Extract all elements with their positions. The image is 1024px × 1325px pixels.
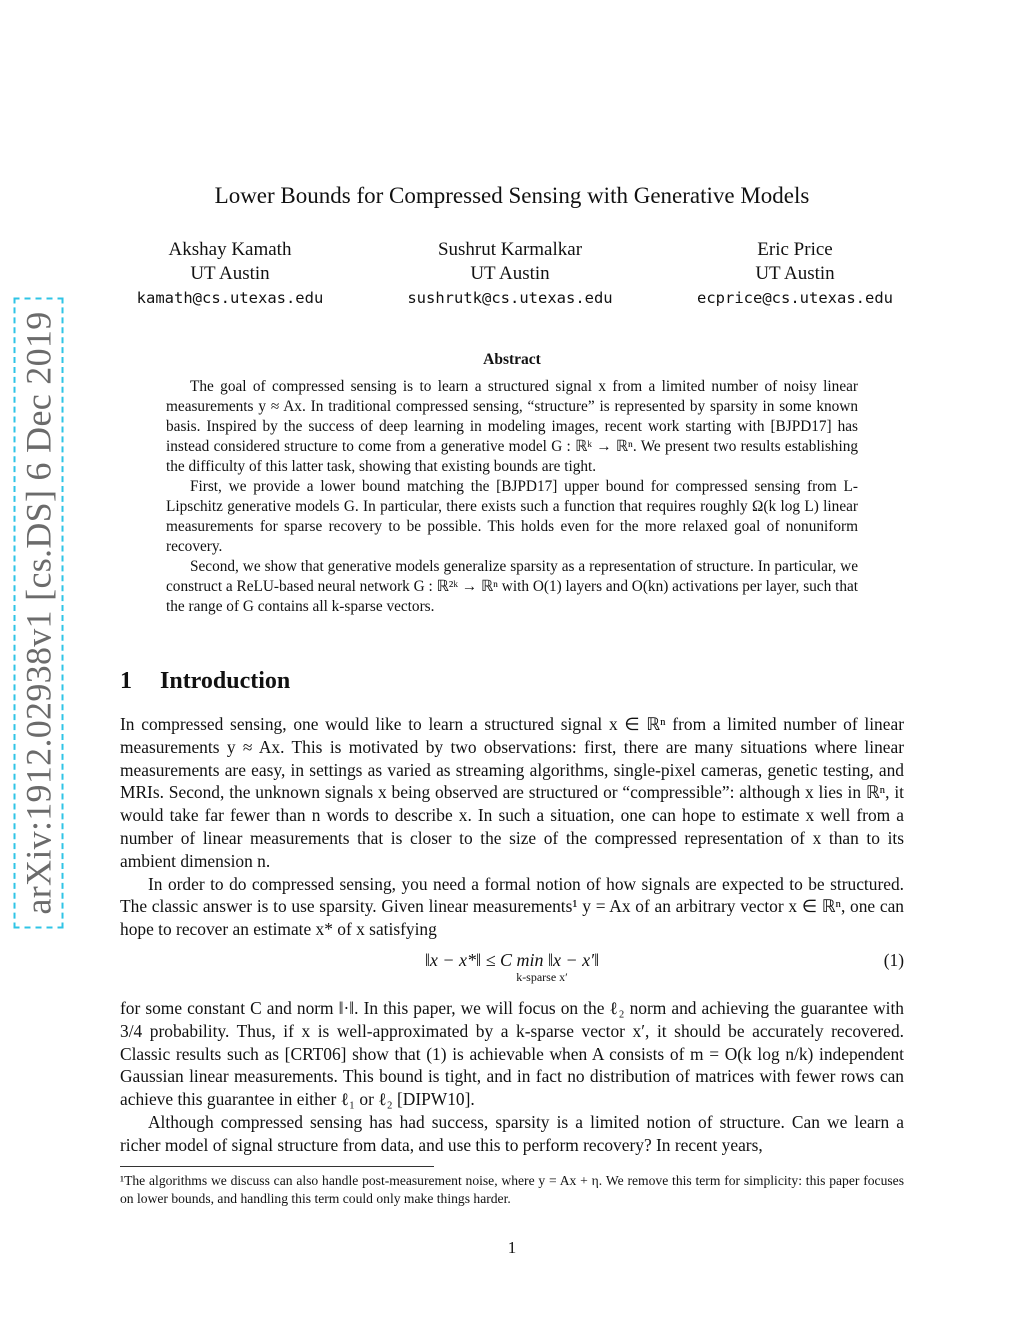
- author-name: Akshay Kamath: [168, 239, 292, 260]
- author-list: [120, 238, 910, 310]
- body-paragraph: In compressed sensing, one would like to learn a structured signal x ∈ ℝⁿ from a limited number of linear measurements y ≈ Ax. This is motivated by two observations: first, there are many situations where linear measurements are easy, in settings as varied as streaming algorithms, single-pixel cameras, genetic testing, and MRIs. Second, the unknown signals x being observed are structured or “compressible”: although x lies in ℝⁿ, it would take far fewer than n words to describe x. In such a situation, one can hope to estimate x well from a number of linear measurements that is closer to the size of the compressed representation of x than to its ambient dimension n.: [120, 714, 904, 871]
- body-paragraph: Although compressed sensing has had success, sparsity is a limited notion of structure. Can we learn a richer model of signal structure from data, and use this to perform recovery? In recent years,: [120, 1111, 904, 1155]
- author-affiliation: UT Austin: [190, 263, 270, 284]
- paper-title: Lower Bounds for Compressed Sensing with Generative Models: [214, 183, 810, 208]
- author-affiliation: UT Austin: [470, 263, 550, 284]
- arxiv-identifier-stamp[interactable]: [8, 310, 68, 915]
- author-block: [120, 238, 340, 310]
- author-name: Sushrut Karmalkar: [437, 239, 583, 260]
- section-title: Introduction: [160, 668, 291, 694]
- author-block: [680, 238, 910, 310]
- section-number: 1: [120, 668, 132, 694]
- body-paragraph: In order to do compressed sensing, you need a formal notion of how signals are expected to be structured. The classic answer is to use sparsity. Given linear measurements¹ y = Ax of an arbitrary vector x ∈ ℝⁿ, one can hope to recover an estimate x* of x satisfying: [120, 873, 904, 940]
- abstract-paragraph: Second, we show that generative models generalize sparsity as a representation of structure. In particular, we construct a ReLU-based neural network G : ℝ²ᵏ → ℝⁿ with O(1) layers and O(kn) activations per layer, such that the range of G contains all k-sparse vectors.: [166, 558, 859, 615]
- section-heading: [120, 668, 290, 695]
- equation-number: (1): [883, 949, 904, 970]
- author-email[interactable]: kamath@cs.utexas.edu: [136, 289, 324, 307]
- author-block: [390, 238, 630, 310]
- abstract-paragraph: First, we provide a lower bound matching the [BJPD17] upper bound for compressed sensing from L-Lipschitz generative models G. In particular, there exists such a function that requires roughly Ω(k log L) linear measurements for sparse recovery to be possible. This holds even for the more relaxed goal of nonuniform recovery.: [166, 478, 858, 555]
- equation-text: ‖x − x*‖ ≤ C min ‖x − x′‖: [424, 949, 600, 970]
- equation-subscript: k-sparse x′: [516, 969, 568, 984]
- author-email[interactable]: ecprice@cs.utexas.edu: [697, 289, 893, 307]
- abstract-body: [166, 377, 858, 617]
- abstract-heading: Abstract: [483, 351, 541, 368]
- footnote: ¹The algorithms we discuss can also handle post-measurement noise, where y = Ax + η. We remove this term for simplicity: this paper focuses on lower bounds, and handling this term could only make things harder.: [120, 1173, 904, 1206]
- arxiv-identifier-text: arXiv:1912.02938v1 [cs.DS] 6 Dec 2019: [13, 297, 63, 928]
- equation-formula: [120, 949, 904, 989]
- section-body: [120, 713, 904, 1157]
- page-number: 1: [507, 1238, 517, 1257]
- footnote-divider: [120, 1166, 434, 1167]
- author-affiliation: UT Austin: [755, 263, 835, 284]
- display-equation: [120, 945, 904, 991]
- abstract-paragraph: The goal of compressed sensing is to learn a structured signal x from a limited number of noisy linear measurements y ≈ Ax. In traditional compressed sensing, “structure” is represented by sparsity in some known basis. Inspired by the success of deep learning in modeling images, recent work starting with [BJPD17] has instead considered structure to come from a generative model G : ℝᵏ → ℝⁿ. We present two results establishing the difficulty of this latter task, showing that existing bounds are tight.: [166, 378, 858, 475]
- body-paragraph: for some constant C and norm ‖·‖. In this paper, we will focus on the ℓ₂ norm and achieving the guarantee with 3/4 probability. Thus, if x is well-approximated by a k-sparse vector x′, it should be accurately recovered. Classic results such as [CRT06] show that (1) is achievable when A consists of m = O(k log n/k) independent Gaussian linear measurements. This bound is tight, and in fact no distribution of matrices with fewer rows can achieve this guarantee in either ℓ₁ or ℓ₂ [DIPW10].: [120, 997, 904, 1110]
- author-email[interactable]: sushrutk@cs.utexas.edu: [407, 289, 613, 307]
- author-name: Eric Price: [757, 239, 833, 260]
